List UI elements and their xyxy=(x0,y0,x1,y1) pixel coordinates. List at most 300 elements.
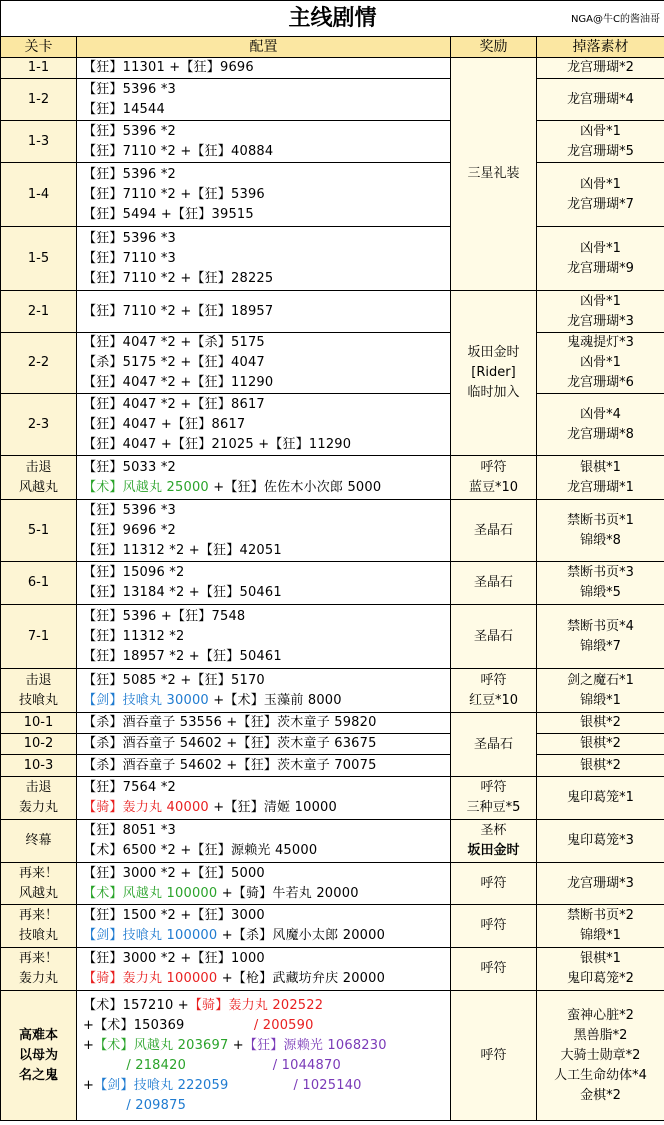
reward-label: 临时加入 xyxy=(467,385,520,400)
reward-cell xyxy=(451,820,537,863)
drop-label: 银棋*2 xyxy=(580,736,621,751)
drop-cell xyxy=(537,777,664,820)
config-segment: 【剑】技喰丸 100000 xyxy=(83,928,218,943)
config-segment: / 1044870 xyxy=(186,1057,341,1073)
stage-cell xyxy=(1,58,77,79)
config-segment: 【狂】1500 *2 +【狂】3000 xyxy=(83,908,265,923)
drop-label: 凶骨*1 xyxy=(580,240,621,256)
col-header-config: 配置 xyxy=(77,37,451,58)
config-segment: 【狂】13184 *2 +【狂】50461 xyxy=(83,585,282,600)
stage-row xyxy=(1,991,664,1121)
config-line xyxy=(83,778,450,798)
config-segment: 【狂】7110 *3 xyxy=(83,250,176,266)
config-line xyxy=(83,996,450,1016)
reward-label: 圣晶石 xyxy=(473,522,513,538)
drop-label: 龙宫珊瑚*3 xyxy=(567,313,634,329)
config-segment: 【杀】5175 *2 +【狂】4047 xyxy=(83,355,265,370)
config-line xyxy=(83,395,450,415)
config-cell xyxy=(77,291,451,333)
reward-label: 圣晶石 xyxy=(473,736,513,752)
stage-label: 10-1 xyxy=(23,715,54,730)
drop-label: 金棋*2 xyxy=(580,1087,621,1103)
config-segment: / 200590 xyxy=(253,1017,314,1033)
stage-label: 10-3 xyxy=(23,757,54,773)
config-line xyxy=(83,165,450,185)
config-segment: 【剑】技喰丸 30000 xyxy=(83,692,209,708)
drop-cell xyxy=(537,58,664,79)
drop-label: 禁断书页*1 xyxy=(567,512,634,528)
config-line xyxy=(83,969,450,989)
reward-label: 呼符 xyxy=(480,1047,507,1063)
config-segment: 【狂】7110 *2 +【狂】18957 xyxy=(83,303,274,319)
drop-cell xyxy=(537,394,664,456)
drop-label: 禁断书页*4 xyxy=(567,618,634,634)
drop-label: 禁断书页*2 xyxy=(567,908,634,923)
stage-label: 再来！ xyxy=(18,951,58,966)
column-header-row xyxy=(1,37,664,58)
reward-cell xyxy=(451,905,537,948)
stage-row xyxy=(1,291,664,333)
config-segment: 【狂】5396 *3 xyxy=(83,230,176,246)
config-line xyxy=(83,906,450,926)
config-line xyxy=(83,798,450,818)
stage-label: 以母为 xyxy=(18,1047,58,1063)
drop-cell xyxy=(537,755,664,777)
stage-row xyxy=(1,948,664,991)
config-line xyxy=(83,415,450,435)
stage-cell xyxy=(1,79,77,121)
drop-cell xyxy=(537,669,664,713)
stage-row xyxy=(1,605,664,669)
stage-label: 高难本 xyxy=(18,1027,58,1043)
stage-label: 击退 xyxy=(25,459,52,475)
stage-label: 技喰丸 xyxy=(18,692,58,708)
config-cell xyxy=(77,79,451,121)
config-segment: 【骑】轰力丸 40000 xyxy=(83,800,209,815)
config-segment: 【狂】5396 *3 xyxy=(83,502,176,518)
config-line xyxy=(83,269,450,289)
config-segment: +【术】150369 xyxy=(83,1017,254,1033)
stage-label: 风越丸 xyxy=(18,479,58,495)
config-segment: + xyxy=(83,1037,95,1053)
drop-label: 龙宫珊瑚*5 xyxy=(567,143,634,159)
reward-cell xyxy=(451,991,537,1121)
reward-cell xyxy=(451,58,537,291)
config-cell xyxy=(77,820,451,863)
config-segment: 【骑】轰力丸 202522 xyxy=(188,997,324,1013)
drop-label: 剑之魔石*1 xyxy=(567,672,634,688)
config-line xyxy=(83,100,450,120)
reward-cell xyxy=(451,291,537,456)
drop-label: 龙宫珊瑚*4 xyxy=(567,91,634,107)
config-segment: 【狂】5396 +【狂】7548 xyxy=(83,608,246,624)
drop-label: 禁断书页*3 xyxy=(567,565,634,580)
config-cell xyxy=(77,777,451,820)
config-cell xyxy=(77,163,451,227)
config-cell xyxy=(77,605,451,669)
config-line xyxy=(83,58,450,78)
reward-cell xyxy=(451,713,537,777)
config-line xyxy=(83,884,450,904)
drop-cell xyxy=(537,291,664,333)
drop-cell xyxy=(537,713,664,734)
stage-label: 5-1 xyxy=(27,522,50,538)
stage-label: 1-3 xyxy=(27,133,50,149)
drop-cell xyxy=(537,163,664,227)
stage-cell xyxy=(1,948,77,991)
stage-row xyxy=(1,227,664,291)
config-segment: 【狂】5396 *2 xyxy=(83,123,176,139)
stage-row xyxy=(1,163,664,227)
config-segment: 【杀】酒吞童子 54602 +【狂】茨木童子 63675 xyxy=(83,736,377,751)
stage-cell xyxy=(1,777,77,820)
config-segment: 【狂】8051 *3 xyxy=(83,823,176,838)
config-line xyxy=(83,435,450,455)
config-segment: 【剑】技喰丸 222059 xyxy=(94,1077,229,1093)
drop-label: 锦缎*8 xyxy=(580,532,621,548)
config-segment: 【术】风越丸 203697 xyxy=(94,1037,229,1053)
config-line xyxy=(83,821,450,841)
reward-label: 圣晶石 xyxy=(473,575,513,590)
stage-label: 2-2 xyxy=(27,355,50,370)
stage-row xyxy=(1,333,664,394)
stage-cell xyxy=(1,605,77,669)
stage-row xyxy=(1,500,664,562)
reward-label: [Rider] xyxy=(471,365,516,380)
drop-label: 龙宫珊瑚*1 xyxy=(567,479,634,495)
drop-label: 鬼印葛笼*1 xyxy=(567,790,634,805)
stage-label: 击退 xyxy=(25,672,52,688)
config-segment: 【狂】4047 +【狂】21025 +【狂】11290 xyxy=(83,436,352,452)
config-line xyxy=(83,229,450,249)
reward-label: 坂田金时 xyxy=(467,345,520,360)
drop-label: 龙宫珊瑚*6 xyxy=(567,375,634,390)
drop-cell xyxy=(537,227,664,291)
config-cell xyxy=(77,562,451,605)
reward-label: 三星礼装 xyxy=(467,166,520,181)
col-header-reward: 奖励 xyxy=(451,37,537,58)
stage-label: 技喰丸 xyxy=(18,928,58,943)
config-line xyxy=(83,122,450,142)
stage-cell xyxy=(1,163,77,227)
title-bar xyxy=(1,1,664,37)
drop-label: 锦缎*1 xyxy=(580,928,621,943)
stage-row xyxy=(1,820,664,863)
drop-label: 银棋*1 xyxy=(580,951,621,966)
config-segment: 【狂】7110 *2 +【狂】28225 xyxy=(83,270,274,286)
stage-label: 轰力丸 xyxy=(18,971,58,986)
config-line xyxy=(83,80,450,100)
reward-label: 三种豆*5 xyxy=(466,800,521,815)
config-cell xyxy=(77,394,451,456)
stage-label: 1-2 xyxy=(27,91,50,107)
config-line xyxy=(83,521,450,541)
drop-label: 凶骨*1 xyxy=(580,293,621,309)
config-line xyxy=(83,501,450,521)
config-cell xyxy=(77,500,451,562)
reward-cell xyxy=(451,948,537,991)
config-segment: 【狂】5396 *2 xyxy=(83,166,176,182)
reward-cell xyxy=(451,500,537,562)
drop-cell xyxy=(537,948,664,991)
drop-cell xyxy=(537,121,664,163)
stage-cell xyxy=(1,734,77,755)
drop-cell xyxy=(537,905,664,948)
drop-label: 凶骨*1 xyxy=(580,176,621,192)
drop-cell xyxy=(537,991,664,1121)
reward-cell xyxy=(451,863,537,905)
config-segment: 【术】风越丸 100000 xyxy=(83,885,218,901)
config-segment: +【杀】风魔小太郎 20000 xyxy=(217,928,386,943)
drop-cell xyxy=(537,79,664,121)
config-cell xyxy=(77,948,451,991)
page-title: 主线剧情 xyxy=(288,6,377,31)
config-segment: 【狂】15096 *2 xyxy=(83,565,185,580)
config-segment: 【狂】4047 *2 +【杀】5175 xyxy=(83,335,265,350)
stage-cell xyxy=(1,991,77,1121)
stage-row xyxy=(1,456,664,500)
config-segment: 【狂】4047 *2 +【狂】8617 xyxy=(83,396,265,412)
stage-row xyxy=(1,394,664,456)
config-segment: 【狂】3000 *2 +【狂】1000 xyxy=(83,951,265,966)
config-cell xyxy=(77,991,451,1121)
stage-cell xyxy=(1,562,77,605)
config-line xyxy=(83,607,450,627)
stage-label: 1-1 xyxy=(27,60,50,75)
config-line xyxy=(83,691,450,711)
reward-label: 呼符 xyxy=(480,961,507,976)
drop-label: 银棋*2 xyxy=(580,715,621,730)
col-header-drop: 掉落素材 xyxy=(537,37,664,58)
drop-label: 龙宫珊瑚*8 xyxy=(567,426,634,442)
config-segment: +【狂】清姬 10000 xyxy=(208,800,338,815)
drop-label: 凶骨*1 xyxy=(580,355,621,370)
drop-label: 龙宫珊瑚*7 xyxy=(567,196,634,212)
stage-row xyxy=(1,562,664,605)
stage-label: 2-1 xyxy=(27,303,50,319)
drop-label: 锦缎*7 xyxy=(580,638,621,654)
drop-label: 龙宫珊瑚*3 xyxy=(567,875,634,891)
stage-row xyxy=(1,905,664,948)
drop-cell xyxy=(537,500,664,562)
drop-label: 鬼印葛笼*3 xyxy=(567,833,634,848)
config-segment: 【狂】14544 xyxy=(83,101,165,117)
drop-label: 锦缎*5 xyxy=(580,585,621,600)
config-line xyxy=(83,205,450,225)
drop-label: 银棋*1 xyxy=(580,459,621,475)
config-segment: +【骑】牛若丸 20000 xyxy=(217,885,359,901)
config-segment: + xyxy=(228,1037,244,1053)
stage-row xyxy=(1,713,664,734)
config-cell xyxy=(77,456,451,500)
config-segment: 【狂】7564 *2 xyxy=(83,780,176,795)
config-segment: 【狂】5085 *2 +【狂】5170 xyxy=(83,672,265,688)
reward-label: 蓝豆*10 xyxy=(468,479,519,495)
config-segment: 【狂】18957 *2 +【狂】50461 xyxy=(83,648,282,664)
config-segment: + xyxy=(83,1077,95,1093)
config-segment: 【狂】3000 *2 +【狂】5000 xyxy=(83,865,265,881)
stage-label: 再来！ xyxy=(18,908,58,923)
config-segment: / 218420 xyxy=(83,1057,187,1073)
config-line xyxy=(83,713,450,733)
drop-cell xyxy=(537,820,664,863)
col-header-stage: 关卡 xyxy=(1,37,77,58)
drop-label: 凶骨*4 xyxy=(580,406,621,422)
config-line xyxy=(83,333,450,353)
drop-label: 锦缎*1 xyxy=(580,692,621,708)
config-cell xyxy=(77,863,451,905)
drop-label: 大骑士勋章*2 xyxy=(560,1047,641,1063)
stage-row xyxy=(1,669,664,713)
config-segment: 【狂】11301 +【狂】9696 xyxy=(83,60,254,75)
config-segment: 【杀】酒吞童子 54602 +【狂】茨木童子 70075 xyxy=(83,757,377,773)
stage-cell xyxy=(1,669,77,713)
stage-label: 2-3 xyxy=(27,416,50,432)
reward-label: 圣杯 xyxy=(480,823,507,838)
drop-cell xyxy=(537,863,664,905)
stage-cell xyxy=(1,121,77,163)
drop-label: 银棋*2 xyxy=(580,757,621,773)
config-line xyxy=(83,353,450,373)
drop-cell xyxy=(537,333,664,394)
config-cell xyxy=(77,755,451,777)
config-segment: 【狂】5494 +【狂】39515 xyxy=(83,206,254,222)
config-line xyxy=(83,478,450,498)
config-cell xyxy=(77,121,451,163)
stage-cell xyxy=(1,456,77,500)
stage-cell xyxy=(1,713,77,734)
config-segment: / 209875 xyxy=(83,1097,187,1113)
config-segment: 【术】6500 *2 +【狂】源赖光 45000 xyxy=(83,843,318,858)
stage-row xyxy=(1,777,664,820)
config-line xyxy=(83,627,450,647)
config-segment: 【骑】轰力丸 100000 xyxy=(83,971,218,986)
config-line xyxy=(83,1056,450,1076)
reward-cell xyxy=(451,777,537,820)
stage-cell xyxy=(1,291,77,333)
reward-label: 呼符 xyxy=(480,459,507,475)
stage-cell xyxy=(1,755,77,777)
config-segment: 【狂】5396 *3 xyxy=(83,81,176,97)
stage-label: 击退 xyxy=(25,780,52,795)
reward-label: 圣晶石 xyxy=(473,628,513,644)
reward-cell xyxy=(451,605,537,669)
drop-cell xyxy=(537,605,664,669)
config-line xyxy=(83,734,450,754)
config-line xyxy=(83,1096,450,1116)
stage-label: 再来！ xyxy=(18,865,58,881)
config-segment: +【枪】武藏坊弁庆 20000 xyxy=(217,971,386,986)
stage-row xyxy=(1,79,664,121)
drop-label: 黑兽脂*2 xyxy=(573,1027,628,1043)
config-segment: 【狂】11312 *2 +【狂】42051 xyxy=(83,542,282,558)
config-line xyxy=(83,1036,450,1056)
drop-label: 蛮神心脏*2 xyxy=(567,1007,634,1023)
stage-label: 终幕 xyxy=(25,833,52,848)
config-line xyxy=(83,671,450,691)
reward-cell xyxy=(451,669,537,713)
stage-row xyxy=(1,734,664,755)
stage-row xyxy=(1,863,664,905)
drop-cell xyxy=(537,734,664,755)
stage-label: 风越丸 xyxy=(18,885,58,901)
config-segment: 【狂】9696 *2 xyxy=(83,522,176,538)
config-line xyxy=(83,563,450,583)
drop-label: 龙宫珊瑚*2 xyxy=(567,60,634,75)
stage-cell xyxy=(1,333,77,394)
stage-label: 轰力丸 xyxy=(18,800,58,815)
reward-label: 红豆*10 xyxy=(468,692,519,708)
config-cell xyxy=(77,669,451,713)
stage-label: 7-1 xyxy=(27,628,50,644)
stage-label: 1-5 xyxy=(27,250,50,266)
config-segment: 【狂】7110 *2 +【狂】40884 xyxy=(83,143,274,159)
config-line xyxy=(83,1076,450,1096)
drop-label: 人工生命幼体*4 xyxy=(554,1067,647,1083)
config-line xyxy=(83,926,450,946)
config-line xyxy=(83,249,450,269)
config-segment: 【狂】源赖光 1068230 xyxy=(243,1037,387,1053)
stage-row xyxy=(1,58,664,79)
stage-row xyxy=(1,755,664,777)
config-cell xyxy=(77,905,451,948)
config-line xyxy=(83,541,450,561)
drop-label: 鬼魂提灯*3 xyxy=(567,335,634,350)
drop-label: 鬼印葛笼*2 xyxy=(567,971,634,986)
credit-label: NGA@牛C的酱油哥 xyxy=(570,14,660,25)
config-line xyxy=(83,373,450,393)
config-line xyxy=(83,458,450,478)
config-segment: 【狂】11312 *2 xyxy=(83,628,185,644)
stage-cell xyxy=(1,863,77,905)
config-cell xyxy=(77,713,451,734)
config-cell xyxy=(77,227,451,291)
stage-row xyxy=(1,121,664,163)
config-segment: 【杀】酒吞童子 53556 +【狂】茨木童子 59820 xyxy=(83,715,377,730)
config-line xyxy=(83,302,450,322)
config-segment: 【狂】5033 *2 xyxy=(83,459,176,475)
stage-cell xyxy=(1,905,77,948)
stage-label: 1-4 xyxy=(27,186,50,202)
drop-label: 龙宫珊瑚*9 xyxy=(567,260,634,276)
stage-cell xyxy=(1,227,77,291)
reward-cell xyxy=(451,456,537,500)
reward-label: 呼符 xyxy=(480,875,507,891)
config-segment: 【狂】4047 *2 +【狂】11290 xyxy=(83,375,274,390)
config-segment: 【狂】7110 *2 +【狂】5396 xyxy=(83,186,265,202)
drop-label: 凶骨*1 xyxy=(580,123,621,139)
config-segment: / 1025140 xyxy=(228,1077,362,1093)
config-line xyxy=(83,583,450,603)
config-segment: +【狂】佐佐木小次郎 5000 xyxy=(208,479,382,495)
config-line xyxy=(83,647,450,667)
config-segment: 【术】风越丸 25000 xyxy=(83,479,209,495)
reward-label: 坂田金时 xyxy=(467,843,520,858)
config-line xyxy=(83,142,450,162)
reward-label: 呼符 xyxy=(480,672,507,688)
config-cell xyxy=(77,58,451,79)
drop-cell xyxy=(537,562,664,605)
reward-cell xyxy=(451,562,537,605)
config-line xyxy=(83,864,450,884)
drop-cell xyxy=(537,456,664,500)
reward-label: 呼符 xyxy=(480,780,507,795)
config-line xyxy=(83,1016,450,1036)
config-segment: 【狂】4047 +【狂】8617 xyxy=(83,416,246,432)
reward-label: 呼符 xyxy=(480,918,507,933)
config-line xyxy=(83,841,450,861)
config-cell xyxy=(77,734,451,755)
